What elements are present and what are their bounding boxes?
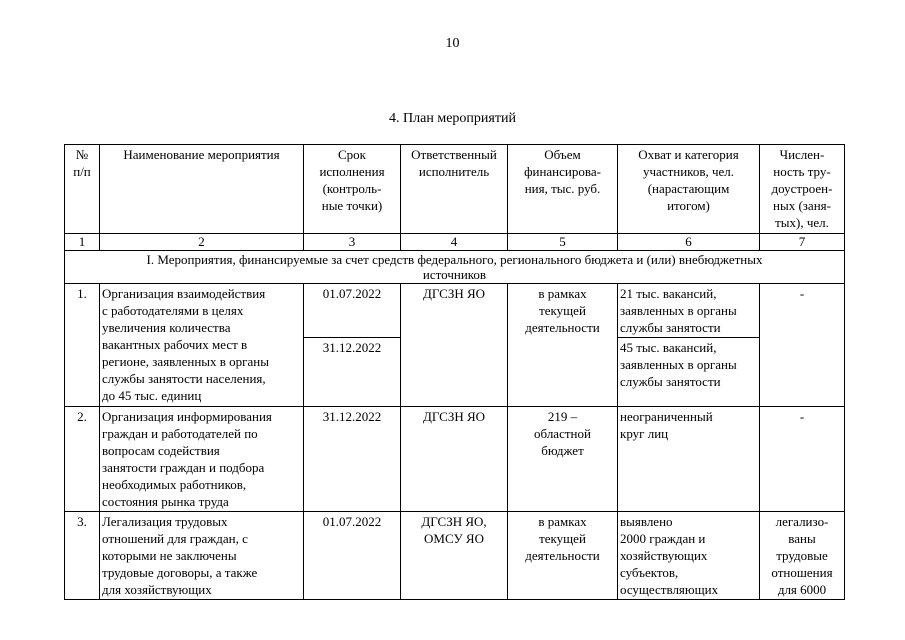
header-row <box>65 145 845 234</box>
table-row <box>65 512 845 600</box>
header-name: Наименование мероприятия <box>100 145 304 234</box>
row-coverage: 45 тыс. вакансий, заявленных в органы службы занятости <box>618 338 760 407</box>
row-coverage: неограниченный круг лиц <box>618 407 760 512</box>
row-deadline: 31.12.2022 <box>304 407 401 512</box>
row-funding: в рамках текущей деятельности <box>508 512 618 600</box>
column-number-row <box>65 234 845 251</box>
row-name: Организация взаимодействия с работодателями в целях увеличения количества вакантных рабочих мест в регионе, заявленных в органы службы занятости населения, до 45 тыс. единиц <box>100 284 304 407</box>
table-row <box>65 407 845 512</box>
column-number: 7 <box>760 234 845 251</box>
section-heading-row <box>65 251 845 284</box>
row-deadline: 01.07.2022 <box>304 512 401 600</box>
plan-table <box>64 144 845 600</box>
row-name: Организация информирования граждан и работодателей по вопросам содействия занятости граждан и подбора необходимых работников, состояния рынка труда <box>100 407 304 512</box>
row-funding: в рамках текущей деятельности <box>508 284 618 407</box>
row-employed: легализо- ваны трудовые отношения для 6000 <box>760 512 845 600</box>
column-number: 3 <box>304 234 401 251</box>
row-num: 2. <box>65 407 100 512</box>
header-num: № п/п <box>65 145 100 234</box>
column-number: 5 <box>508 234 618 251</box>
column-number: 6 <box>618 234 760 251</box>
row-employed: - <box>760 407 845 512</box>
row-num: 3. <box>65 512 100 600</box>
row-funding: 219 – областной бюджет <box>508 407 618 512</box>
row-responsible: ДГСЗН ЯО, ОМСУ ЯО <box>401 512 508 600</box>
column-number: 4 <box>401 234 508 251</box>
section-heading: I. Мероприятия, финансируемые за счет средств федерального, регионального бюджета и (или) внебюджетных источников <box>65 251 845 284</box>
row-deadline: 01.07.2022 <box>304 284 401 338</box>
header-coverage: Охват и категория участников, чел. (нарастающим итогом) <box>618 145 760 234</box>
row-name: Легализация трудовых отношений для граждан, с которыми не заключены трудовые договоры, а также для хозяйствующих <box>100 512 304 600</box>
row-coverage: выявлено 2000 граждан и хозяйствующих субъектов, осуществляющих <box>618 512 760 600</box>
row-deadline: 31.12.2022 <box>304 338 401 407</box>
row-responsible: ДГСЗН ЯО <box>401 284 508 407</box>
section-title: 4. План мероприятий <box>389 111 516 126</box>
row-coverage: 21 тыс. вакансий, заявленных в органы службы занятости <box>618 284 760 338</box>
row-responsible: ДГСЗН ЯО <box>401 407 508 512</box>
header-deadline: Срок исполнения (контроль- ные точки) <box>304 145 401 234</box>
column-number: 2 <box>100 234 304 251</box>
header-funding: Объем финансирова- ния, тыс. руб. <box>508 145 618 234</box>
row-num: 1. <box>65 284 100 407</box>
table-row <box>65 284 845 338</box>
row-employed: - <box>760 284 845 407</box>
header-responsible: Ответственный исполнитель <box>401 145 508 234</box>
page-number: 10 <box>445 36 460 51</box>
column-number: 1 <box>65 234 100 251</box>
header-employed: Числен- ность тру- доустроен- ных (заня- тых), чел. <box>760 145 845 234</box>
